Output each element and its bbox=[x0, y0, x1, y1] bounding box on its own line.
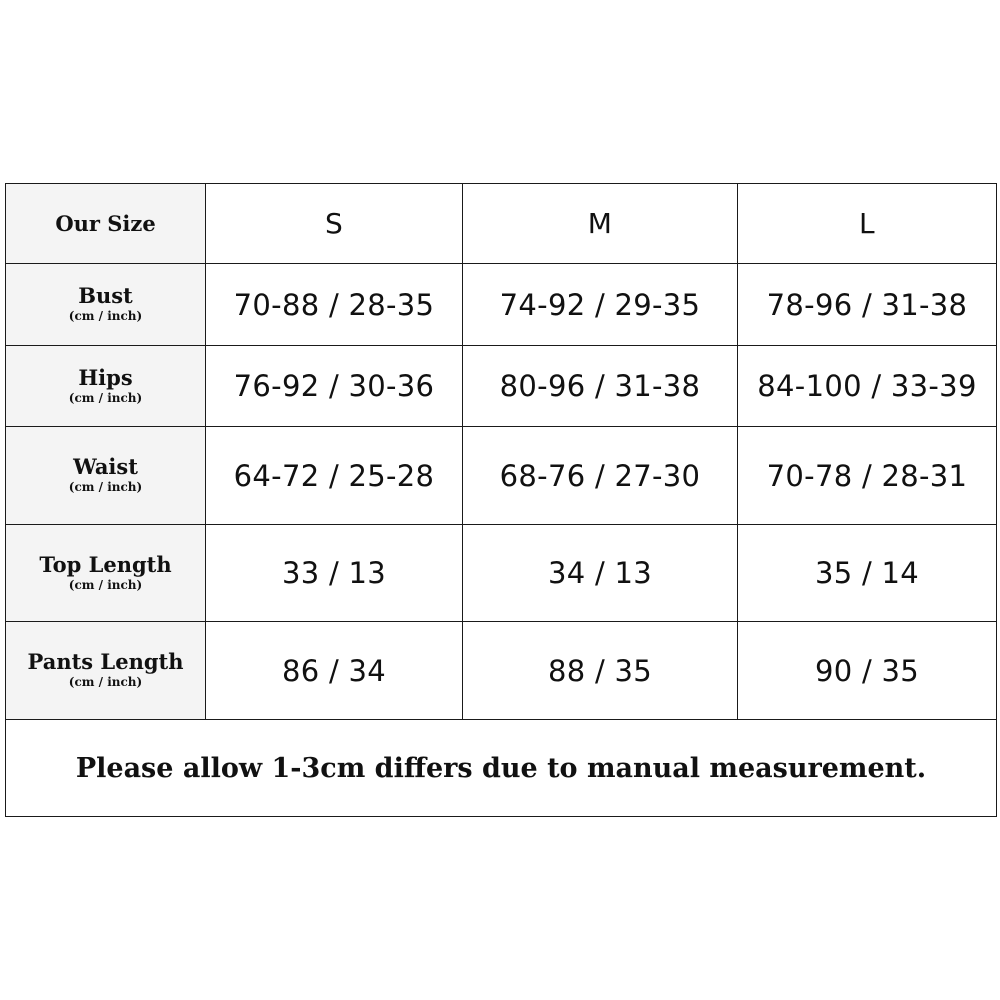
row-label-waist: Waist (cm / inch) bbox=[6, 427, 206, 525]
waist-value-s: 64-72 / 25-28 bbox=[206, 427, 463, 525]
table-row-waist bbox=[6, 427, 997, 525]
top-length-value-s: 33 / 13 bbox=[206, 525, 463, 622]
waist-value-m: 68-76 / 27-30 bbox=[463, 427, 738, 525]
pants-length-value-m: 88 / 35 bbox=[463, 622, 738, 720]
hips-value-l: 84-100 / 33-39 bbox=[738, 346, 997, 427]
note-row bbox=[6, 720, 997, 817]
row-label-top-length: Top Length (cm / inch) bbox=[6, 525, 206, 622]
pants-length-value-l: 90 / 35 bbox=[738, 622, 997, 720]
bust-value-l: 78-96 / 31-38 bbox=[738, 264, 997, 346]
row-label-pants-length: Pants Length (cm / inch) bbox=[6, 622, 206, 720]
hips-value-m: 80-96 / 31-38 bbox=[463, 346, 738, 427]
hips-value-s: 76-92 / 30-36 bbox=[206, 346, 463, 427]
table-row-top-length bbox=[6, 525, 997, 622]
table-row-bust bbox=[6, 264, 997, 346]
pants-length-value-s: 86 / 34 bbox=[206, 622, 463, 720]
table-row-pants-length bbox=[6, 622, 997, 720]
size-l-header: L bbox=[738, 184, 997, 264]
table-row-hips bbox=[6, 346, 997, 427]
waist-value-l: 70-78 / 28-31 bbox=[738, 427, 997, 525]
size-m-header: M bbox=[463, 184, 738, 264]
size-chart-table bbox=[5, 183, 997, 817]
row-label-hips: Hips (cm / inch) bbox=[6, 346, 206, 427]
size-s-header: S bbox=[206, 184, 463, 264]
row-label-bust: Bust (cm / inch) bbox=[6, 264, 206, 346]
bust-value-m: 74-92 / 29-35 bbox=[463, 264, 738, 346]
bust-value-s: 70-88 / 28-35 bbox=[206, 264, 463, 346]
top-length-value-m: 34 / 13 bbox=[463, 525, 738, 622]
measurement-note: Please allow 1-3cm differs due to manual measurement. bbox=[6, 720, 997, 817]
header-row bbox=[6, 184, 997, 264]
top-length-value-l: 35 / 14 bbox=[738, 525, 997, 622]
our-size-header: Our Size bbox=[6, 184, 206, 264]
